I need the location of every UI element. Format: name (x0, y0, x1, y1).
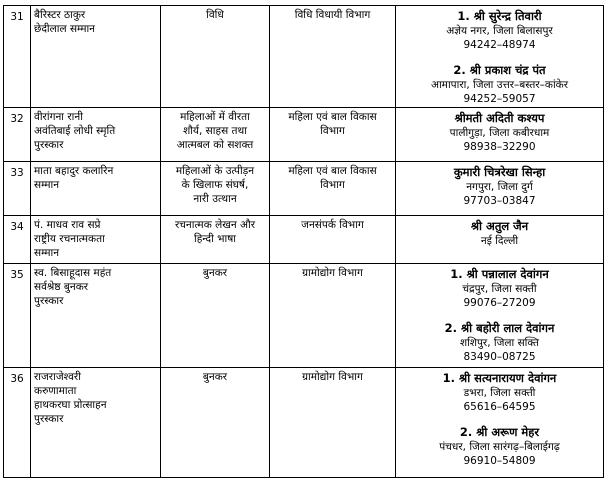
department-line: महिला एवं बाल विकास (288, 165, 377, 177)
field-cell (161, 368, 270, 478)
recipient-cell (396, 162, 604, 216)
department-cell (270, 216, 396, 264)
recipient-name: 1. श्री सुरेन्द्र तिवारी (457, 9, 542, 23)
serial-number: 35 (4, 264, 31, 368)
award-name-line: सम्मान (34, 247, 60, 259)
serial-number: 32 (4, 108, 31, 162)
award-name-line: पुरस्कार (34, 139, 64, 151)
award-name-line: वीरांगना रानी (34, 111, 83, 123)
recipient-name: श्री अतुल जैन (470, 219, 529, 233)
award-name-cell (31, 216, 161, 264)
field-line: महिलाओं के उत्पीड़न (175, 165, 255, 177)
field-line: के खिलाफ संघर्ष, (181, 179, 249, 191)
recipient-name: 2. श्री अरूण मेहर (459, 425, 540, 439)
award-name-line: राष्ट्रीय रचनात्मकता (34, 233, 105, 245)
recipient-phone: 96910–54809 (463, 455, 536, 467)
awards-table-body (4, 6, 604, 478)
table-row (4, 264, 604, 368)
recipient-spacer (398, 414, 601, 425)
award-name-line: पं. माधव राव सप्रे (34, 219, 101, 231)
department-cell (270, 264, 396, 368)
award-name-cell (31, 162, 161, 216)
recipient-address: पालीगुड़ा, जिला कबीरधाम (449, 127, 550, 139)
recipient-phone: 83490–08725 (463, 351, 536, 363)
serial-number: 33 (4, 162, 31, 216)
award-name-line: बैरिस्टर ठाकुर (34, 9, 86, 21)
recipient-address: पंचधर, जिला सारंगढ़–बिलाईगढ़ (439, 441, 560, 453)
awards-table (3, 5, 604, 478)
recipient-name: 1. श्री पन्नालाल देवांगन (450, 267, 549, 281)
field-cell (161, 108, 270, 162)
recipient-cell (396, 6, 604, 108)
award-name-line: पुरस्कार (34, 295, 64, 307)
recipient-cell (396, 368, 604, 478)
field-cell (161, 264, 270, 368)
recipient-phone: 99076–27209 (463, 297, 536, 309)
department-cell (270, 368, 396, 478)
department-line: महिला एवं बाल विकास (288, 111, 377, 123)
recipient-phone: 94242–48974 (463, 39, 536, 51)
award-name-line: सर्वश्रेष्ठ बुनकर (34, 281, 89, 293)
field-cell (161, 6, 270, 108)
field-line: महिलाओं में वीरता (180, 111, 250, 123)
department-line: ग्रामोद्योग विभाग (302, 371, 363, 383)
table-row (4, 108, 604, 162)
recipient-address: शशिपुर, जिला सक्ति (459, 337, 540, 349)
field-cell (161, 216, 270, 264)
recipient-spacer (398, 310, 601, 321)
department-line: जनसंपर्क विभाग (301, 219, 364, 231)
award-name-line: माता बहादुर कलारिन (34, 165, 114, 177)
recipient-phone: 97703–03847 (463, 195, 536, 207)
field-line: रचनात्मक लेखन और (174, 219, 256, 231)
recipient-name: 1. श्री सत्यनारायण देवांगन (442, 371, 557, 385)
recipient-spacer (398, 52, 601, 63)
award-name-line: सम्मान (34, 179, 60, 191)
recipient-phone: 94252–59057 (463, 93, 536, 105)
department-line: विभाग (320, 125, 345, 137)
recipient-address: अज्ञेय नगर, जिला बिलासपुर (446, 25, 553, 37)
department-cell (270, 162, 396, 216)
recipient-address: नई दिल्ली (480, 235, 519, 247)
recipient-cell (396, 216, 604, 264)
award-name-cell (31, 6, 161, 108)
recipient-address: डभरा, जिला सक्ती (463, 387, 536, 399)
recipient-address: नगपुरा, जिला दुर्ग (466, 181, 533, 193)
department-line: विभाग (320, 179, 345, 191)
table-row (4, 368, 604, 478)
department-line: ग्रामोद्योग विभाग (302, 267, 363, 279)
field-line: बुनकर (202, 371, 228, 383)
recipient-name: 2. श्री प्रकाश चंद्र पंत (453, 63, 546, 77)
field-line: हिन्दी भाषा (193, 233, 237, 245)
award-name-line: करुणामाता (34, 385, 77, 397)
award-name-line: अवंतिबाई लोधी स्मृति (34, 125, 116, 137)
serial-number: 31 (4, 6, 31, 108)
department-cell (270, 108, 396, 162)
table-row (4, 216, 604, 264)
field-line: बुनकर (202, 267, 228, 279)
recipient-cell (396, 264, 604, 368)
award-name-line: छेदीलाल सम्मान (34, 23, 96, 35)
serial-number: 34 (4, 216, 31, 264)
recipient-address: चंद्रपुर, जिला सक्ती (462, 283, 537, 295)
award-name-line: स्व. बिसाहूदास महंत (34, 267, 112, 279)
field-line: विधि (206, 9, 224, 21)
table-row (4, 6, 604, 108)
recipient-phone: 98938–32290 (463, 141, 536, 153)
award-name-line: पुरस्कार (34, 413, 64, 425)
field-line: आत्मबल को सशक्त (176, 139, 254, 151)
serial-number: 36 (4, 368, 31, 478)
recipient-name: श्रीमती अदिती कश्यप (454, 111, 545, 125)
field-line: नारी उत्थान (193, 193, 237, 205)
recipient-cell (396, 108, 604, 162)
award-name-line: हाथकरघा प्रोत्साहन (34, 399, 107, 411)
award-name-cell (31, 368, 161, 478)
recipient-phone: 65616–64595 (463, 401, 536, 413)
award-name-cell (31, 264, 161, 368)
recipient-address: आमापारा, जिला उत्तर–बस्तर–कांकेर (430, 79, 569, 91)
department-line: विधि विधायी विभाग (294, 9, 371, 21)
field-line: शौर्य, साहस तथा (183, 125, 247, 137)
award-name-line: राजराजेश्वरी (34, 371, 81, 383)
award-name-cell (31, 108, 161, 162)
recipient-name: 2. श्री बहोरी लाल देवांगन (444, 321, 555, 335)
table-row (4, 162, 604, 216)
department-cell (270, 6, 396, 108)
field-cell (161, 162, 270, 216)
recipient-name: कुमारी चित्ररेखा सिन्हा (453, 165, 546, 179)
